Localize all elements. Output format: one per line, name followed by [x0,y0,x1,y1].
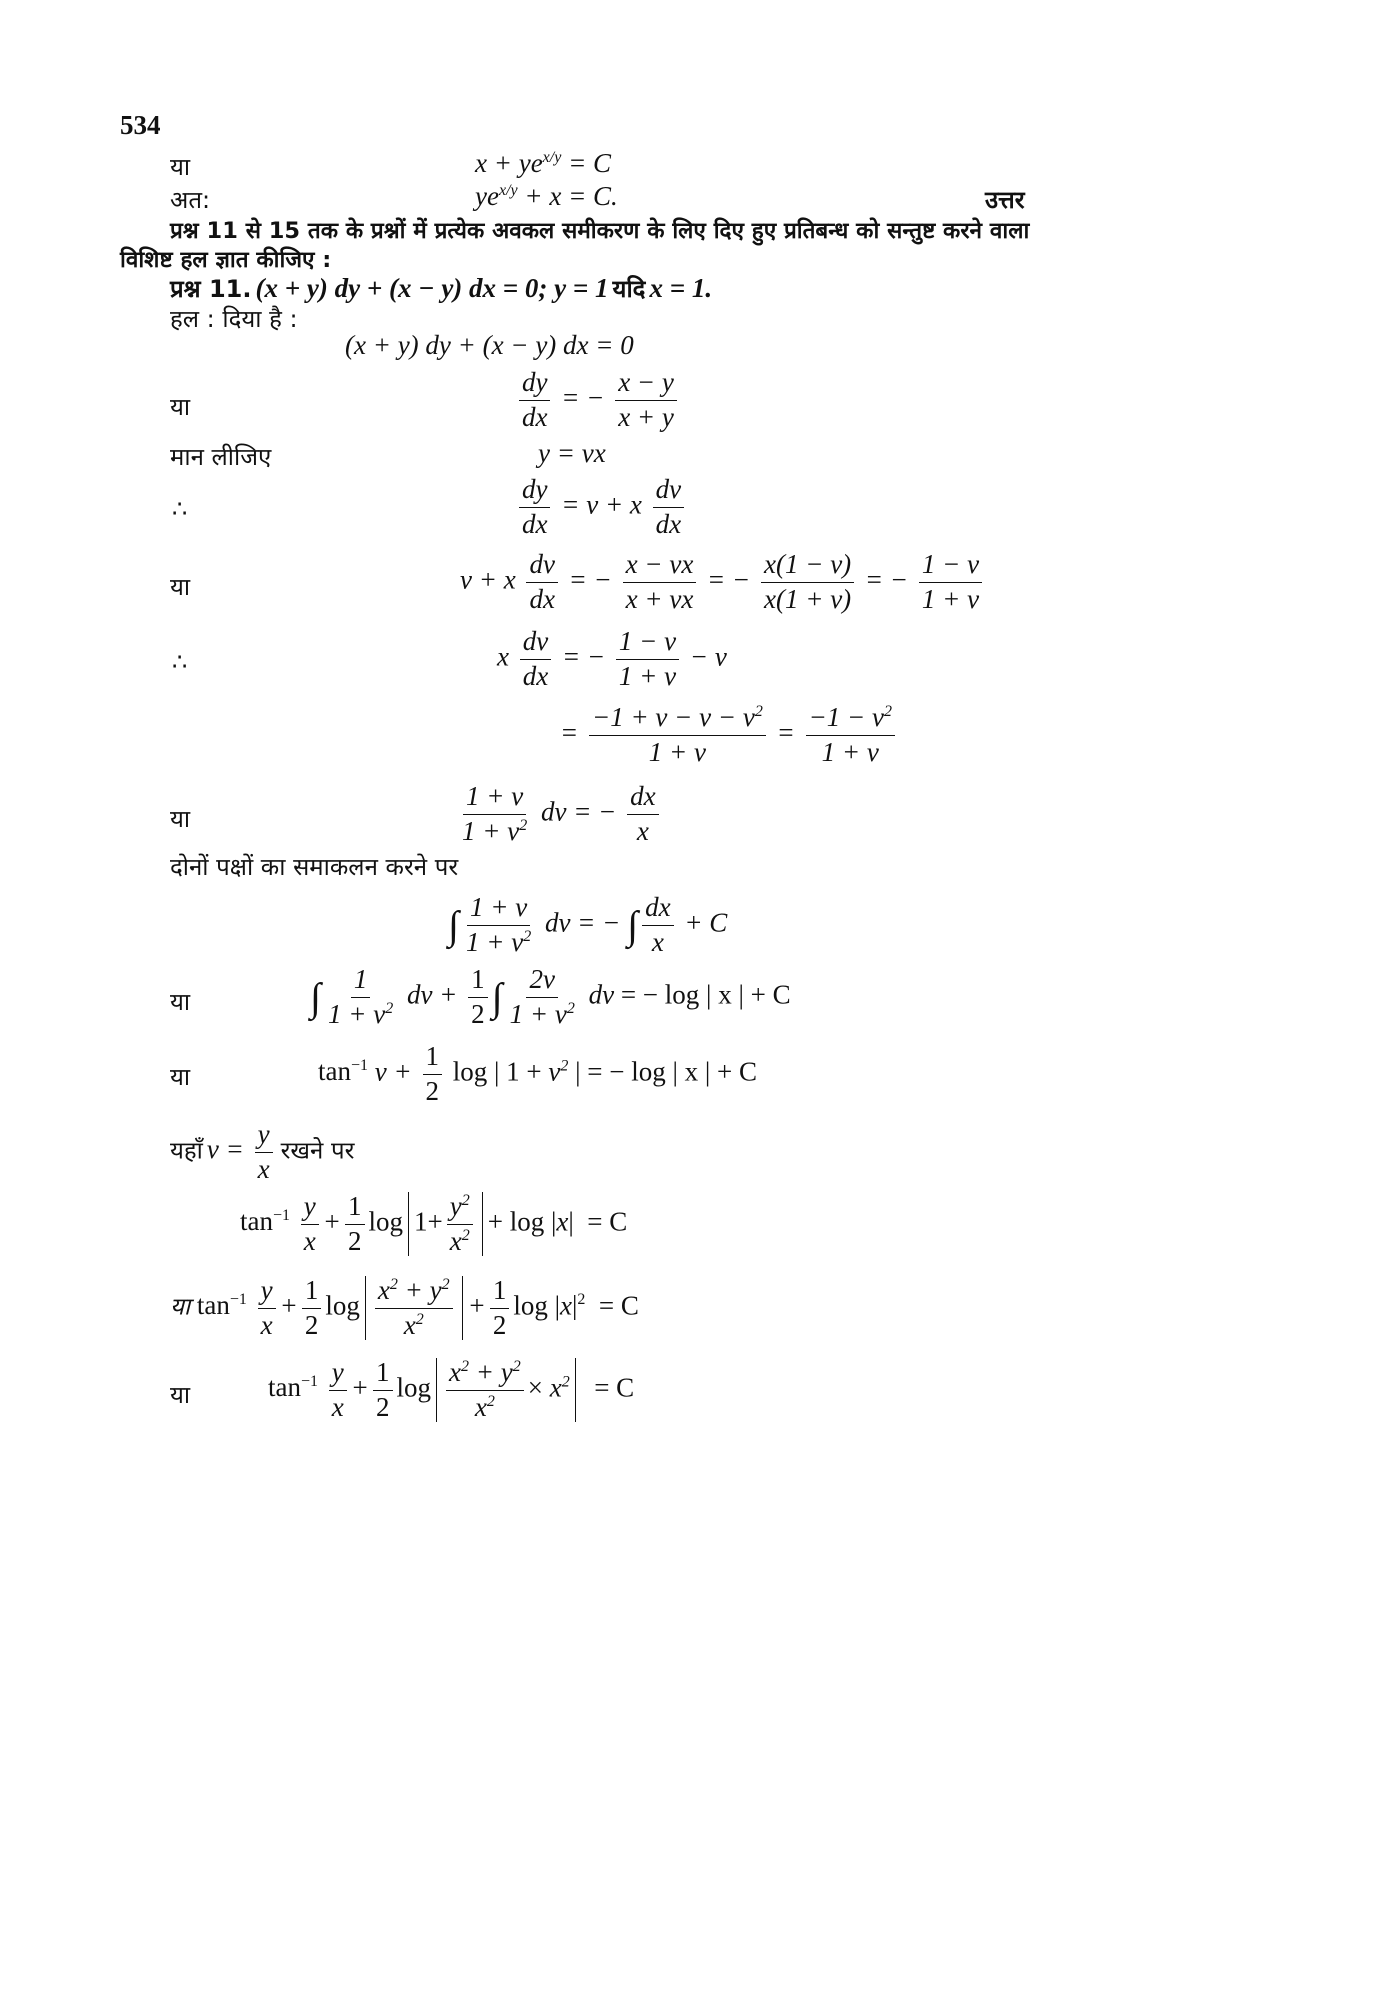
page-number: 534 [120,110,161,140]
equation-line-1: $x + ye^{x/y} = C$ [475,148,612,178]
equation-derivative: $\frac{dy}{dx}$ = v + x $\frac{dv}{dx}$ [515,475,688,539]
label-ya: या [170,988,191,1016]
question-label: प्रश्न 11. [170,275,252,303]
label-ya: या [170,805,191,833]
solution-intro: हल : दिया है : [170,305,298,333]
label-ya: या [170,153,191,181]
therefore-symbol: ∴ [172,650,188,676]
question-11 [170,272,712,305]
given-equation: (x + y) dy + (x − y) dx = 0 [345,330,634,360]
label-ya: या [170,393,191,421]
instruction-line-1: प्रश्न 11 से 15 तक के प्रश्नों में प्रत्येक अवकल समीकरण के लिए दिए हुए प्रतिबन्ध को सन्तुष्ट करने वाला [170,218,1030,244]
instruction-line-2: विशिष्ट हल ज्ञात कीजिए : [120,247,332,273]
equation-line-2: $ye^{x/y} + x = C$. [475,181,618,211]
substitution: y = vx [538,438,606,468]
question-condition: x = 1. [649,273,713,303]
question-equation: (x + y) dy + (x − y) dx = 0; y = 1 [255,273,609,303]
equation-substituted: v + x $\frac{dv}{dx}$ = − $\frac{x - vx}{x + vx}$ = − $\frac{x(1 - v)}{x(1 + v)}$ = − $\frac{1 - v}{1 + v}$ [460,550,986,614]
equation-simplified: = $\frac{-1 + v - v - v^2}{1 + v}$ = $\frac{-1 - v^2}{1 + v}$ [560,703,899,767]
integrate-text: दोनों पक्षों का समाकलन करने पर [170,853,459,881]
equation-final: $\tan^{-1}$ $\frac{y}{x}$ + $\frac{1}{2}$ log $\frac{x^2 + y^2}{x^2}$ × $x^2 = C$ [268,1357,635,1422]
equation-integrated: $\tan^{-1} v$ + $\frac{1}{2}$ log | $1 + v^2$ | = − log | x | + C [318,1041,758,1106]
label-ya: या [170,1381,191,1409]
equation-separated: x $\frac{dv}{dx}$ = − $\frac{1 - v}{1 + v}$ − v [497,626,727,691]
equation-variables-separated: $\frac{1 + v}{1 + v^2}$ dv = − $\frac{dx}{x}$ [455,782,663,846]
equation-split-integral: ∫ $\frac{1}{1 + v^2}$ dv + $\frac{1}{2}$ ∫ $\frac{2v}{1 + v^2}$ dv = − log | x | + C [310,964,791,1029]
label-ya: या [170,1063,191,1091]
equation-substituted-back: $\tan^{-1}$ $\frac{y}{x}$ + $\frac{1}{2}$ log 1+ $\frac{y^2}{x^2}$ + log |x| = C [240,1191,628,1256]
put-text: यहाँ v = $\frac{y}{x}$ रखने पर [170,1119,355,1184]
label-ya: या [170,573,191,601]
answer-label: उत्तर [985,186,1025,214]
equation-dydx: $\frac{dy}{dx}$ = − $\frac{x - y}{x + y}$ [515,368,681,432]
equation-combined: या $\tan^{-1}$ $\frac{y}{x}$ + $\frac{1}{2}$ log $\frac{x^2 + y^2}{x^2}$ + $\frac{1}{2}$ $\log |x|^2 = C$ [170,1275,639,1340]
therefore-symbol: ∴ [172,497,188,523]
condition-word: यदि [612,275,646,303]
label-ata: अत: [170,186,211,214]
equation-integral: ∫ $\frac{1 + v}{1 + v^2}$ dv = − ∫ $\frac{dx}{x}$ + C [448,892,728,957]
label-maan-lijiye: मान लीजिए [170,443,272,471]
